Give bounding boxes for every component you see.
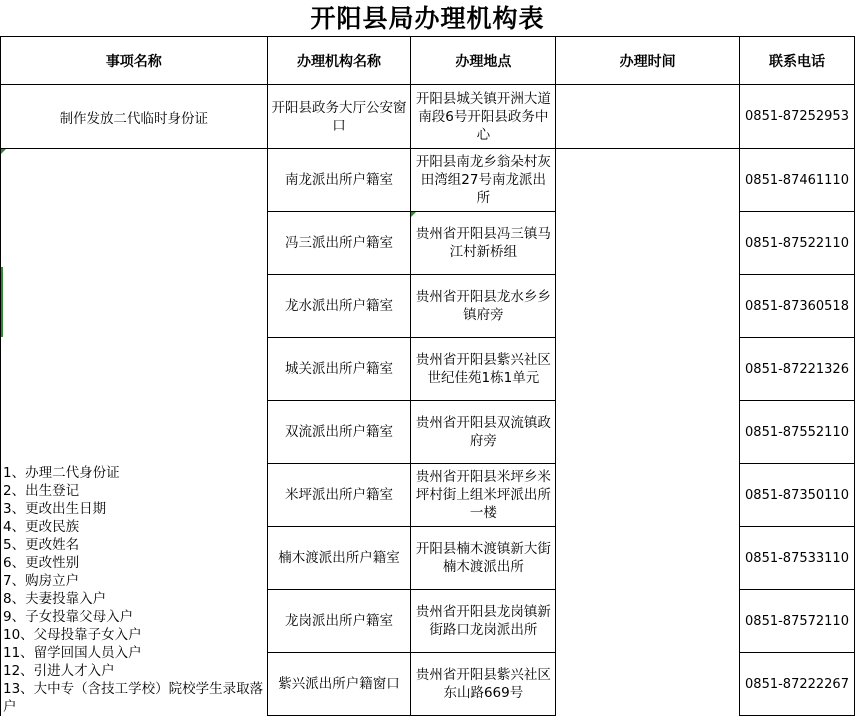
phone-cell: 0851-87252953: [740, 85, 855, 149]
header-row: [1, 37, 855, 85]
addr-cell: 贵州省开阳县紫兴社区东山路669号: [411, 653, 556, 716]
list-item: 10、父母投靠子女入户: [3, 626, 142, 643]
agency-table: [0, 36, 855, 716]
addr-cell: 开阳县楠木渡镇新大街楠木渡派出所: [411, 527, 556, 590]
page-title: 开阳县局办理机构表: [310, 4, 545, 33]
cell-selection-marker: [1, 267, 3, 337]
list-item: 1、办理二代身份证: [3, 464, 120, 481]
org-cell: 南龙派出所户籍室: [267, 149, 411, 212]
org-cell: 龙岗派出所户籍室: [267, 590, 411, 653]
phone-cell: 0851-87572110: [740, 590, 855, 653]
table-row: [1, 149, 855, 212]
addr-cell: 贵州省开阳县双流镇政府旁: [411, 401, 556, 464]
items-list: [3, 464, 265, 716]
table-row: [1, 85, 855, 149]
org-cell: 龙水派出所户籍室: [267, 275, 411, 338]
cell-comment-marker-icon: [1, 149, 6, 154]
items-cell: [1, 149, 268, 716]
header-item: 事项名称: [1, 37, 268, 85]
org-cell: 米坪派出所户籍室: [267, 464, 411, 527]
list-item: 4、更改民族: [3, 518, 80, 535]
phone-cell: 0851-87222267: [740, 653, 855, 716]
org-cell: 开阳县政务大厅公安窗口: [267, 85, 411, 149]
header-org: 办理机构名称: [267, 37, 411, 85]
addr-cell: 贵州省开阳县龙岗镇新街路口龙岗派出所: [411, 590, 556, 653]
addr-cell: 贵州省开阳县米坪乡米坪村街上组米坪派出所一楼: [411, 464, 556, 527]
list-item: 13、大中专（含技工学校）院校学生录取落户: [3, 680, 264, 715]
list-item: 5、更改姓名: [3, 536, 80, 553]
addr-cell: 开阳县城关镇开洲大道南段6号开阳县政务中心: [411, 85, 556, 149]
header-addr: 办理地点: [411, 37, 556, 85]
list-item: 12、引进人才入户: [3, 662, 115, 679]
addr-cell: 贵州省开阳县紫兴社区世纪佳苑1栋1单元: [411, 338, 556, 401]
org-cell: 楠木渡派出所户籍室: [267, 527, 411, 590]
org-cell: 冯三派出所户籍室: [267, 212, 411, 275]
phone-cell: 0851-87461110: [740, 149, 855, 212]
cell-comment-marker-icon: [411, 212, 416, 217]
phone-cell: 0851-87350110: [740, 464, 855, 527]
list-item: 2、出生登记: [3, 482, 80, 499]
addr-cell: 开阳县南龙乡翁朵村灰田湾组27号南龙派出所: [411, 149, 556, 212]
addr-cell: 贵州省开阳县冯三镇马江村新桥组: [411, 212, 556, 275]
phone-cell: 0851-87533110: [740, 527, 855, 590]
list-item: 3、更改出生日期: [3, 500, 107, 517]
org-cell: 城关派出所户籍室: [267, 338, 411, 401]
list-item: 8、夫妻投靠入户: [3, 590, 107, 607]
item-cell: 制作发放二代临时身份证: [1, 85, 268, 149]
addr-cell: 贵州省开阳县龙水乡乡镇府旁: [411, 275, 556, 338]
time-cell: [556, 85, 740, 149]
header-time: 办理时间: [556, 37, 740, 85]
list-item: 9、子女投靠父母入户: [3, 608, 134, 625]
phone-cell: 0851-87360518: [740, 275, 855, 338]
list-item: 11、留学回国人员入户: [3, 644, 142, 661]
org-cell: 紫兴派出所户籍窗口: [267, 653, 411, 716]
list-item: 7、购房立户: [3, 572, 80, 589]
phone-cell: 0851-87552110: [740, 401, 855, 464]
time-cell: [556, 149, 740, 716]
phone-cell: 0851-87221326: [740, 338, 855, 401]
list-item: 6、更改性别: [3, 554, 80, 571]
phone-cell: 0851-87522110: [740, 212, 855, 275]
org-cell: 双流派出所户籍室: [267, 401, 411, 464]
header-phone: 联系电话: [740, 37, 855, 85]
